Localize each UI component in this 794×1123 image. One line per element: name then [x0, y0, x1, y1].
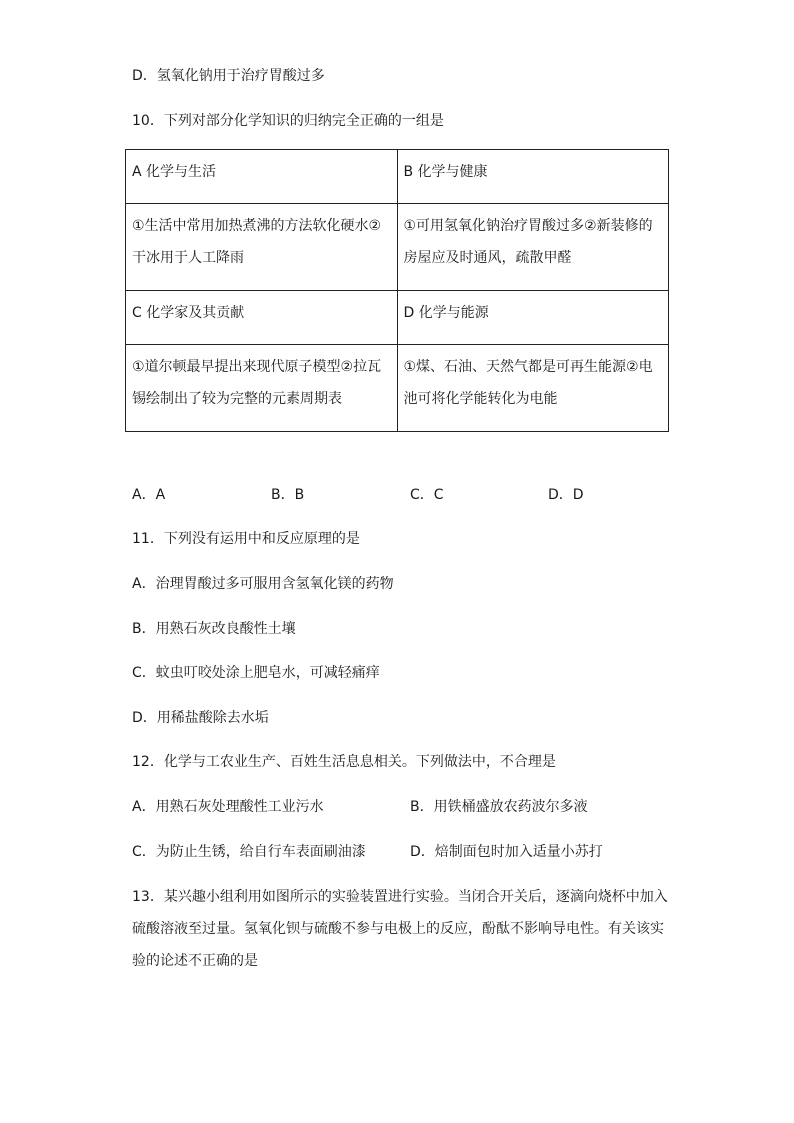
q12-stem: 12．化学与工农业生产、百姓生活息息相关。下列做法中，不合理是: [132, 754, 556, 770]
q9-option-d: D．氢氧化钠用于治疗胃酸过多: [132, 68, 325, 84]
q10-choice-b: B．B: [271, 487, 305, 503]
q11-option-a: A．治理胃酸过多可服用含氢氧化镁的药物: [132, 576, 394, 592]
table-cell-b-body: ①可用氢氧化钠治疗胃酸过多②新装修的房屋应及时通风，疏散甲醛: [397, 204, 669, 291]
table-cell-d-header: D 化学与能源: [397, 291, 669, 345]
q10-choice-a: A．A: [132, 487, 166, 503]
q12-option-b: B．用铁桶盛放农药波尔多液: [410, 799, 588, 815]
table-cell-d-body: ①煤、石油、天然气都是可再生能源②电池可将化学能转化为电能: [397, 345, 669, 432]
table-row: [126, 345, 669, 432]
table-cell-c-header: C 化学家及其贡献: [126, 291, 398, 345]
q11-option-c: C．蚊虫叮咬处涂上肥皂水，可减轻痛痒: [132, 665, 380, 681]
q11-stem: 11．下列没有运用中和反应原理的是: [132, 531, 360, 547]
q11-option-b: B．用熟石灰改良酸性土壤: [132, 621, 296, 637]
table-row: [126, 291, 669, 345]
table-cell-c-body: ①道尔顿最早提出来现代原子模型②拉瓦锡绘制出了较为完整的元素周期表: [126, 345, 398, 432]
table-cell-a-body: ①生活中常用加热煮沸的方法软化硬水②干冰用于人工降雨: [126, 204, 398, 291]
table-row: [126, 204, 669, 291]
q12-option-d: D．焙制面包时加入适量小苏打: [410, 844, 603, 860]
q10-stem: 10．下列对部分化学知识的归纳完全正确的一组是: [132, 113, 444, 129]
table-row: [126, 150, 669, 204]
knowledge-summary-table: [125, 149, 669, 432]
q12-option-a: A．用熟石灰处理酸性工业污水: [132, 799, 324, 815]
table-cell-b-header: B 化学与健康: [397, 150, 669, 204]
q10-choice-c: C．C: [410, 487, 444, 503]
q10-choice-d: D．D: [548, 487, 584, 503]
q11-option-d: D．用稀盐酸除去水垢: [132, 710, 269, 726]
q13-stem: 13．某兴趣小组利用如图所示的实验装置进行实验。当闭合开关后，逐滴向烧杯中加入硫酸溶液至过量。氢氧化钡与硫酸不参与电极上的反应，酚酞不影响导电性。有关该实验的论述不正确的是: [132, 889, 668, 969]
q12-option-c: C．为防止生锈，给自行车表面刷油漆: [132, 844, 366, 860]
table-cell-a-header: A 化学与生活: [126, 150, 398, 204]
